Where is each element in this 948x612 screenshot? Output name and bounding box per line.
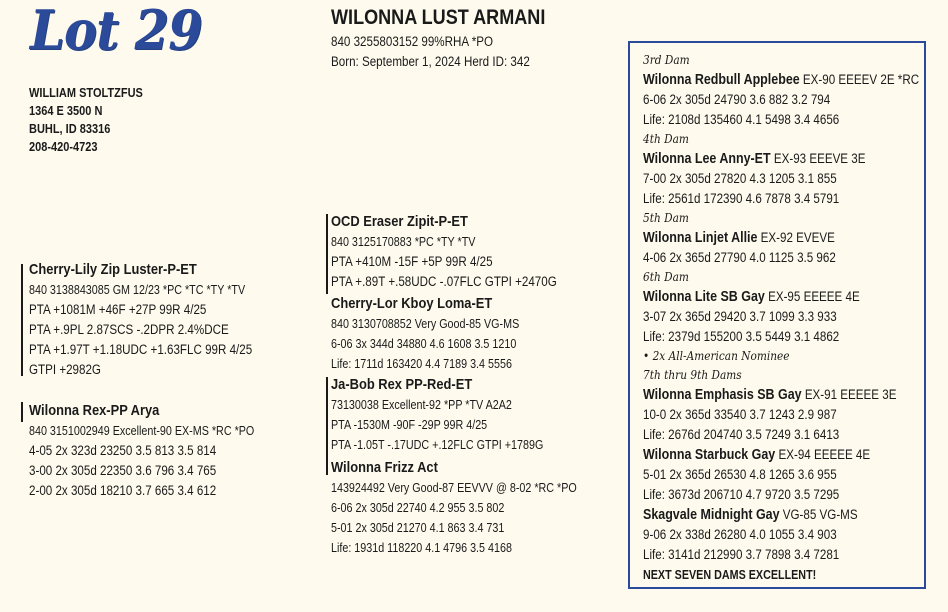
- dam-dam-line: 6-06 2x 305d 22740 4.2 955 3.5 802: [331, 501, 505, 515]
- consignor-address: 1364 E 3500 N: [29, 104, 103, 118]
- ancestor-classification: EX-95 EEEEE 4E: [768, 289, 860, 304]
- animal-name: WILONNA LUST ARMANI: [331, 6, 546, 29]
- lot-number: Lot 29: [30, 0, 202, 62]
- ancestor-classification: EX-94 EEEEE 4E: [778, 447, 871, 462]
- record-line: 9-06 2x 338d 26280 4.0 1055 3.4 903: [643, 527, 837, 542]
- record-line: Life: 3141d 212990 3.7 7898 3.4 7281: [643, 547, 840, 562]
- sire-line: PTA +1.97T +1.18UDC +1.63FLC 99R 4/25: [29, 342, 253, 357]
- dam-sire-line: PTA -1.05T -.17UDC +.12FLC GTPI +1789G: [331, 438, 544, 452]
- ancestor-classification: EX-90 EEEEV 2E *RC: [802, 72, 920, 87]
- ancestor-name: Wilonna Starbuck Gay: [643, 447, 776, 463]
- dam-sire-bracket: [326, 377, 328, 475]
- dam-block: [29, 401, 291, 501]
- dam-sire-block: [331, 375, 578, 455]
- dam-generation-label: 4th Dam: [643, 132, 689, 146]
- animal-header: [331, 6, 580, 72]
- record-line: 10-0 2x 365d 33540 3.7 1243 2.9 987: [643, 407, 837, 422]
- consignor-city: BUHL, ID 83316: [29, 122, 111, 136]
- dam-sire-line: PTA -1530M -90F -29P 99R 4/25: [331, 418, 488, 432]
- sire-sire-name: OCD Eraser Zipit-P-ET: [331, 213, 468, 230]
- record-line: Life: 2561d 172390 4.6 7878 3.4 5791: [643, 191, 840, 206]
- record-line: Life: 2676d 204740 3.5 7249 3.1 6413: [643, 427, 840, 442]
- ancestor-name: Skagvale Midnight Gay: [643, 507, 780, 523]
- maternal-line-box: [628, 41, 926, 589]
- record-line: 7-00 2x 305d 27820 4.3 1205 3.1 855: [643, 171, 837, 186]
- sire-dam-block: [331, 294, 550, 374]
- animal-born: Born: September 1, 2024 Herd ID: 342: [331, 54, 530, 69]
- maternal-footer: NEXT SEVEN DAMS EXCELLENT!: [643, 568, 817, 582]
- ancestor-name: Wilonna Emphasis SB Gay: [643, 387, 802, 403]
- sire-line: GTPI +2982G: [29, 362, 101, 377]
- sire-sire-line: PTA +.89T +.58UDC -.07FLC GTPI +2470G: [331, 274, 557, 289]
- consignor-phone: 208-420-4723: [29, 140, 98, 154]
- ancestor-name: Wilonna Lite SB Gay: [643, 289, 765, 305]
- ancestor-name-row: [643, 70, 919, 90]
- record-line: 4-06 2x 365d 27790 4.0 1125 3.5 962: [643, 250, 836, 265]
- dam-dam-block: [331, 458, 617, 558]
- sire-dam-line: Life: 1711d 163420 4.4 7189 3.4 5556: [331, 357, 512, 371]
- ancestor-name-row: [643, 287, 919, 307]
- ancestor-classification: EX-91 EEEEE 3E: [804, 387, 897, 402]
- record-line: 5-01 2x 365d 26530 4.8 1265 3.6 955: [643, 467, 837, 482]
- record-line: 3-07 2x 365d 29420 3.7 1099 3.3 933: [643, 309, 837, 324]
- sire-line: 840 3138843085 GM 12/23 *PC *TC *TY *TV: [29, 283, 246, 297]
- sire-sire-bracket: [326, 214, 328, 294]
- sire-sire-line: PTA +410M -15F +5P 99R 4/25: [331, 254, 493, 269]
- sire-line: PTA +.9PL 2.87SCS -.2DPR 2.4%DCE: [29, 322, 229, 337]
- dam-line: 840 3151002949 Excellent-90 EX-MS *RC *PO: [29, 424, 255, 438]
- ancestor-name-row: [643, 228, 919, 248]
- dam-dam-line: 143924492 Very Good-87 EEVVV @ 8-02 *RC *PO: [331, 481, 577, 495]
- sire-bracket: [21, 264, 23, 376]
- ancestor-name-row: [643, 149, 919, 169]
- ancestor-classification: VG-85 VG-MS: [782, 507, 858, 522]
- ancestor-name-row: [643, 505, 919, 525]
- dam-generation-label: 5th Dam: [643, 211, 689, 225]
- sire-sire-line: 840 3125170883 *PC *TY *TV: [331, 235, 476, 249]
- ancestor-classification: EX-93 EEEVE 3E: [773, 151, 866, 166]
- record-line: Life: 2108d 135460 4.1 5498 3.4 4656: [643, 112, 840, 127]
- record-line: Life: 2379d 155200 3.5 5449 3.1 4862: [643, 329, 840, 344]
- ancestor-name-row: [643, 385, 919, 405]
- ancestor-name: Wilonna Redbull Applebee: [643, 72, 800, 88]
- maternal-line-list: [643, 51, 948, 585]
- sire-dam-name: Cherry-Lor Kboy Loma-ET: [331, 295, 493, 312]
- record-line: 6-06 2x 305d 24790 3.6 882 3.2 794: [643, 92, 831, 107]
- sire-block: [29, 260, 289, 380]
- dam-dam-name: Wilonna Frizz Act: [331, 459, 438, 476]
- record-line: Life: 3673d 206710 4.7 9720 3.5 7295: [643, 487, 840, 502]
- dam-line: 4-05 2x 323d 23250 3.5 813 3.5 814: [29, 443, 217, 458]
- sire-name: Cherry-Lily Zip Luster-P-ET: [29, 261, 197, 278]
- dam-sire-line: 73130038 Excellent-92 *PP *TV A2A2: [331, 398, 512, 412]
- dam-dam-line: 5-01 2x 305d 21270 4.1 863 3.4 731: [331, 521, 505, 535]
- sire-dam-line: 840 3130708852 Very Good-85 VG-MS: [331, 317, 520, 331]
- ancestor-name: Wilonna Lee Anny-ET: [643, 151, 771, 167]
- dam-line: 2-00 2x 305d 18210 3.7 665 3.4 612: [29, 483, 217, 498]
- animal-reg: 840 3255803152 99%RHA *PO: [331, 34, 494, 49]
- sire-dam-line: 6-06 3x 344d 34880 4.6 1608 3.5 1210: [331, 337, 517, 351]
- award-note: • 2x All-American Nominee: [643, 349, 790, 363]
- ancestor-name-row: [643, 445, 919, 465]
- dam-generation-label: 6th Dam: [643, 270, 689, 284]
- dam-dam-line: Life: 1931d 118220 4.1 4796 3.5 4168: [331, 541, 512, 555]
- sire-sire-block: [331, 212, 594, 292]
- consignor-block: [29, 84, 143, 156]
- sire-line: PTA +1081M +46F +27P 99R 4/25: [29, 302, 207, 317]
- dam-generation-label: 7th thru 9th Dams: [643, 368, 742, 382]
- dam-generation-label: 3rd Dam: [643, 53, 690, 67]
- dam-name: Wilonna Rex-PP Arya: [29, 402, 160, 419]
- ancestor-name: Wilonna Linjet Allie: [643, 230, 758, 246]
- dam-sire-name: Ja-Bob Rex PP-Red-ET: [331, 376, 473, 393]
- ancestor-classification: EX-92 EVEVE: [760, 230, 835, 245]
- consignor-name: WILLIAM STOLTZFUS: [29, 86, 143, 100]
- dam-bracket: [21, 402, 23, 422]
- dam-line: 3-00 2x 305d 22350 3.6 796 3.4 765: [29, 463, 217, 478]
